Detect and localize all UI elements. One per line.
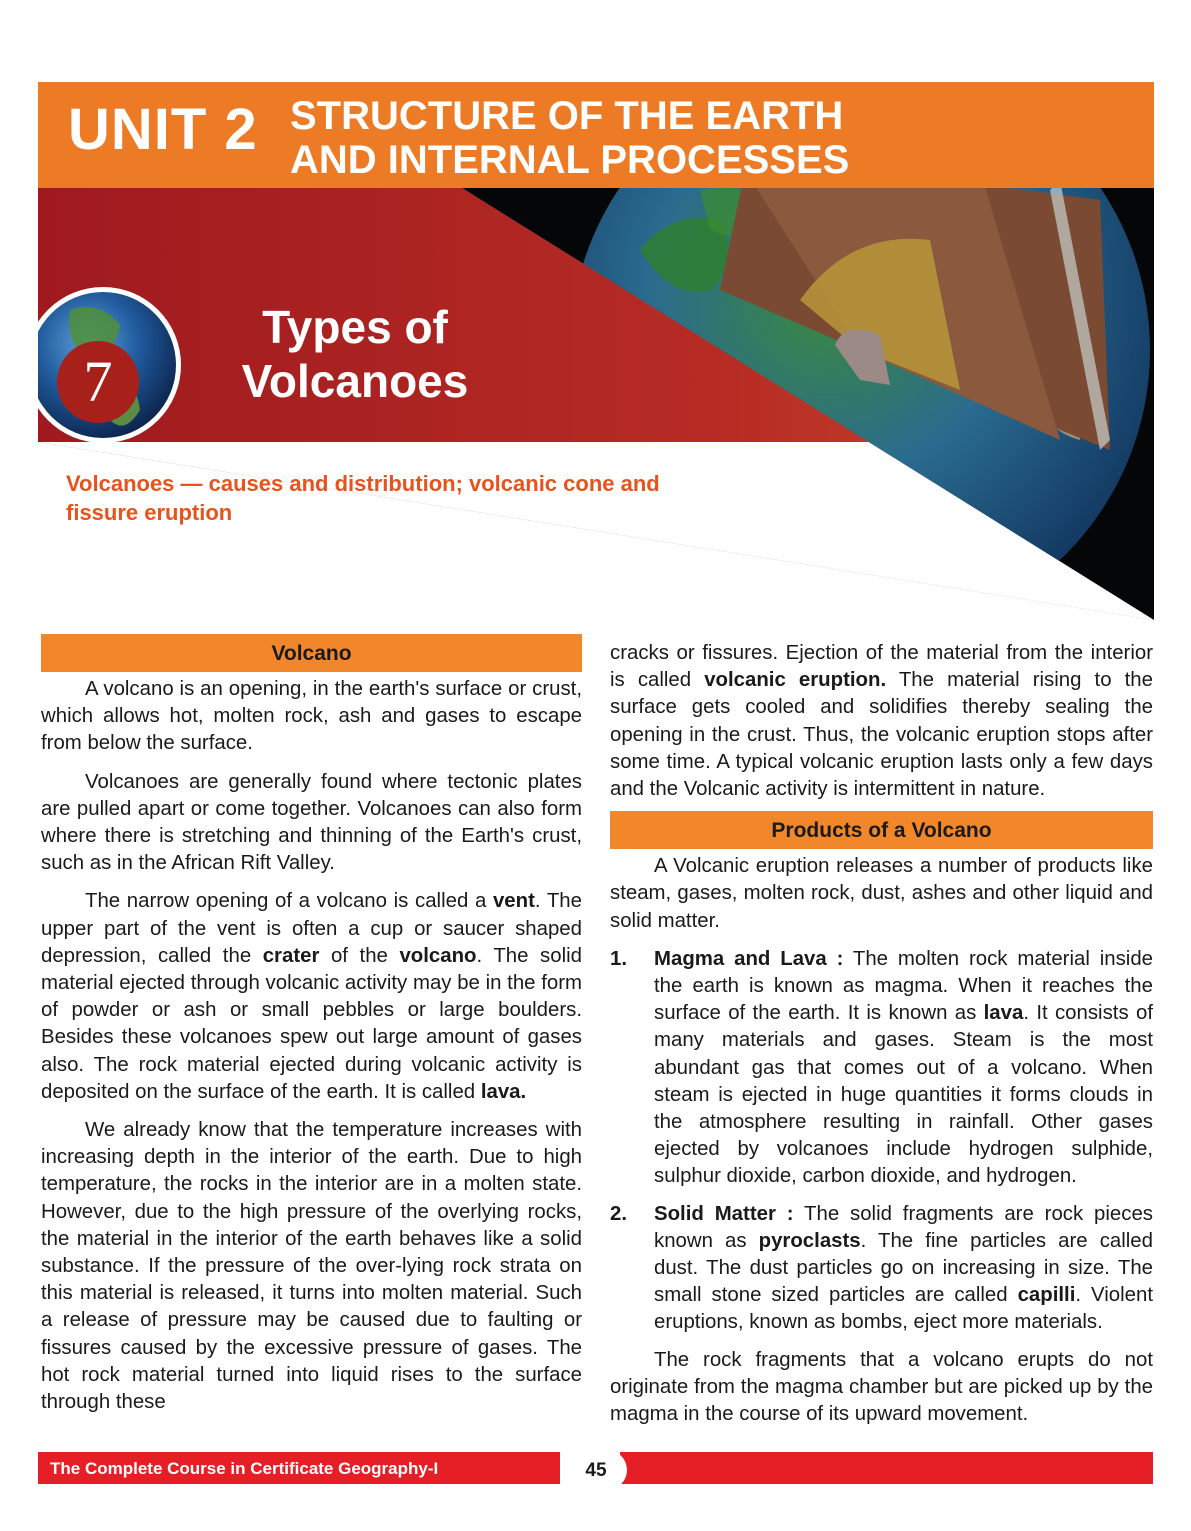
paragraph-vent-crater: The narrow opening of a volcano is called a vent. The upper part of the vent is often a cup or saucer shaped depression, called the crater of the volcano. The solid material ejected through volcanic activity may be in the form of powder or ash or small pebbles or large boulders. Besides these volcanoes spew out large amount of gases also. The rock material ejected during volcanic activity is deposited on the surface of the earth. It is called lava. [41,890,582,1103]
term-lava: lava. [480,1080,527,1103]
list-item-solid-matter: 2. Solid Matter : The solid fragments are rock pieces known as pyroclasts. The fine particles are called dust. The dust particles go on increasing in size. The small stone sized particles are called capilli. Violent eruptions, known as bombs, eject more materials. [610,1202,1153,1334]
list-item-title: Solid Matter : [654,1202,794,1225]
term-volcanic-eruption: volcanic eruption. [704,669,887,692]
paragraph-tectonic-plates: Volcanoes are generally found where tectonic plates are pulled apart or come together. Volcanoes can also form where there is stretching and thinning of the Earth's crust, such as in the African Rift Valley. [41,770,582,875]
chapter-title-line-2: Volcanoes [241,355,469,407]
term-crater: crater [262,944,320,967]
chapter-title [205,300,505,408]
term-capilli: capilli [1017,1284,1076,1307]
chapter-topics [66,469,746,527]
list-number: 2. [610,1202,628,1225]
unit-title [290,94,849,182]
chapter-title-line-1: Types of [262,301,448,353]
unit-title-line-2: AND INTERNAL PROCESSES [290,138,850,182]
term-volcano: volcano [399,944,477,967]
chapter-topics-line-2: fissure eruption [66,500,233,525]
unit-label: UNIT 2 [68,97,258,162]
paragraph-volcano-definition: A volcano is an opening, in the earth's surface or crust, which allows hot, molten rock, ash and gases to escape from below the surface. [41,678,582,755]
footer-bar-right [620,1452,1153,1484]
list-number: 1. [610,947,628,970]
list-item-title: Magma and Lava : [654,947,844,970]
list-item-magma-lava: 1. Magma and Lava : The molten rock material inside the earth is known as magma. When it reaches the surface of the earth. It is known as lava. It consists of many materials and gases. Steam is the most abundant gas that comes out of a volcano. When steam is ejected in huge quantities it forms clouds in the atmosphere resulting in rainfall. Other gases ejected by volcanoes include hydrogen sulphide, sulphur dioxide, carbon dioxide, and hydrogen. [610,947,1153,1188]
paragraph-temperature-pressure: We already know that the temperature increases with increasing depth in the interior of the earth. Due to high temperature, the rocks in the interior are in a molten state. However, due to the high pressure of the overlying rocks, the material in the interior of the earth behaves like a solid substance. If the pressure of the over-lying rock strata on this material is released, it turns into molten material. Such a release of pressure may be caused due to faulting or fissures caused by the excessive pressure of gases. The hot rock material turned into liquid rises to the surface through these [41,1119,582,1414]
left-column [41,634,582,1427]
page-number: 45 [565,1450,627,1490]
term-vent: vent [492,890,535,913]
term-pyroclasts: pyroclasts [758,1229,861,1252]
unit-title-line-1: STRUCTURE OF THE EARTH [290,94,844,138]
paragraph-volcanic-eruption: cracks or fissures. Ejection of the material from the interior is called volcanic eruption. The material rising to the surface gets cooled and solidifies thereby sealing the opening in the crust. Thus, the volcanic eruption stops after some time. A typical volcanic eruption lasts only a few days and the Volcanic activity is intermittent in nature. [610,642,1153,801]
chapter-topics-line-1: Volcanoes — causes and distribution; volcanic cone and [66,471,660,496]
chapter-number-badge: 7 [57,341,139,423]
paragraph-products-intro: A Volcanic eruption releases a number of products like steam, gases, molten rock, dust, ashes and other liquid and solid matter. [610,855,1153,932]
section-heading-products: Products of a Volcano [610,811,1153,849]
section-heading-volcano: Volcano [41,634,582,672]
term-lava: lava [983,1002,1024,1025]
right-column [610,640,1153,1439]
paragraph-rock-fragments: The rock fragments that a volcano erupts do not originate from the magma chamber but are picked up by the magma in the course of its upward movement. [610,1348,1153,1426]
footer-book-title: The Complete Course in Certificate Geography-I [50,1459,439,1478]
